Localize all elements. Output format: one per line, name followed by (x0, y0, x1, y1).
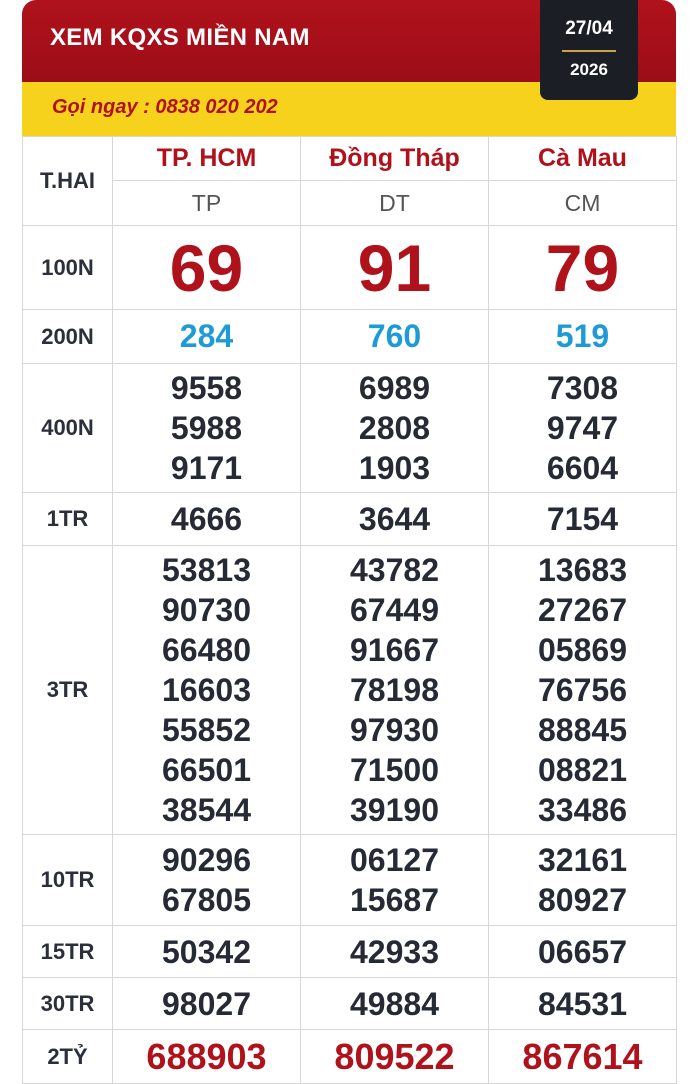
prize-value: 79 (489, 226, 677, 310)
prize-cell (489, 546, 677, 835)
prize-value: 5988 (170, 410, 243, 446)
prize-value: 84531 (489, 978, 677, 1030)
prize-value: 39190 (350, 792, 439, 828)
prize-value: 38544 (162, 792, 251, 828)
prize-value: 43782 (350, 552, 439, 588)
prize-label: 200N (23, 310, 113, 364)
prize-value: 284 (113, 310, 301, 364)
prize-cell (489, 364, 677, 493)
prize-value: 50342 (113, 926, 301, 978)
prize-value: 67449 (350, 592, 439, 628)
prize-value: 6604 (546, 450, 619, 486)
prize-value: 13683 (538, 552, 627, 588)
prize-label: 100N (23, 226, 113, 310)
prize-value: 49884 (301, 978, 489, 1030)
prize-value: 67805 (162, 882, 251, 918)
prize-value: 78198 (350, 672, 439, 708)
page-title: XEM KQXS MIỀN NAM (50, 24, 310, 51)
province-code-dong-thap: DT (301, 181, 489, 226)
prize-value: 90296 (162, 842, 251, 878)
prize-row-10tr (23, 835, 677, 926)
prize-value: 9558 (170, 370, 243, 406)
prize-cell (301, 546, 489, 835)
prize-label: 3TR (23, 546, 113, 835)
prize-value: 519 (489, 310, 677, 364)
special-prize-value: 867614 (489, 1030, 677, 1084)
prize-value: 69 (113, 226, 301, 310)
province-name-dong-thap: Đồng Tháp (301, 137, 489, 181)
date-day: 27/04 (565, 18, 613, 39)
date-year: 2026 (570, 60, 608, 79)
prize-value: 05869 (538, 632, 627, 668)
prize-cell (489, 835, 677, 926)
special-prize-value: 688903 (113, 1030, 301, 1084)
prize-value: 08821 (538, 752, 627, 788)
prize-value: 88845 (538, 712, 627, 748)
prize-value: 760 (301, 310, 489, 364)
lottery-results-card (22, 0, 676, 1084)
prize-value: 1903 (358, 450, 431, 486)
prize-value: 7308 (546, 370, 619, 406)
prize-row-100n (23, 226, 677, 310)
prize-label: 10TR (23, 835, 113, 926)
prize-cell (301, 364, 489, 493)
prize-label: 2TỶ (23, 1030, 113, 1084)
province-name-row (23, 137, 677, 181)
prize-row-400n (23, 364, 677, 493)
prize-value: 90730 (162, 592, 251, 628)
prize-value: 98027 (113, 978, 301, 1030)
prize-value: 32161 (538, 842, 627, 878)
weekday-label: T.HAI (23, 137, 113, 226)
prize-value: 6989 (358, 370, 431, 406)
province-code-ca-mau: CM (489, 181, 677, 226)
prize-value: 42933 (301, 926, 489, 978)
special-prize-value: 809522 (301, 1030, 489, 1084)
prize-value: 9171 (170, 450, 243, 486)
date-divider (562, 50, 616, 52)
province-name-ca-mau: Cà Mau (489, 137, 677, 181)
prize-value: 06657 (489, 926, 677, 978)
prize-value: 66501 (162, 752, 251, 788)
prize-value: 3644 (301, 493, 489, 546)
prize-value: 55852 (162, 712, 251, 748)
prize-value: 7154 (489, 493, 677, 546)
hotline-text: Gọi ngay : 0838 020 202 (52, 96, 278, 118)
prize-value: 97930 (350, 712, 439, 748)
prize-row-200n (23, 310, 677, 364)
prize-label: 15TR (23, 926, 113, 978)
prize-value: 9747 (546, 410, 619, 446)
prize-label: 400N (23, 364, 113, 493)
prize-cell (113, 364, 301, 493)
prize-value: 66480 (162, 632, 251, 668)
prize-value: 71500 (350, 752, 439, 788)
prize-row-special (23, 1030, 677, 1084)
prize-row-30tr (23, 978, 677, 1030)
prize-row-1tr (23, 493, 677, 546)
prize-value: 76756 (538, 672, 627, 708)
prize-value: 91 (301, 226, 489, 310)
prize-row-15tr (23, 926, 677, 978)
prize-cell (113, 835, 301, 926)
results-table (22, 136, 677, 1084)
province-name-hcm: TP. HCM (113, 137, 301, 181)
prize-value: 80927 (538, 882, 627, 918)
prize-label: 30TR (23, 978, 113, 1030)
province-code-row (23, 181, 677, 226)
prize-value: 91667 (350, 632, 439, 668)
prize-value: 2808 (358, 410, 431, 446)
date-badge (540, 0, 638, 100)
prize-value: 06127 (350, 842, 439, 878)
prize-cell (301, 835, 489, 926)
prize-label: 1TR (23, 493, 113, 546)
province-code-hcm: TP (113, 181, 301, 226)
prize-value: 53813 (162, 552, 251, 588)
prize-value: 15687 (350, 882, 439, 918)
prize-row-3tr (23, 546, 677, 835)
prize-value: 16603 (162, 672, 251, 708)
prize-value: 27267 (538, 592, 627, 628)
prize-value: 33486 (538, 792, 627, 828)
prize-cell (113, 546, 301, 835)
prize-value: 4666 (113, 493, 301, 546)
